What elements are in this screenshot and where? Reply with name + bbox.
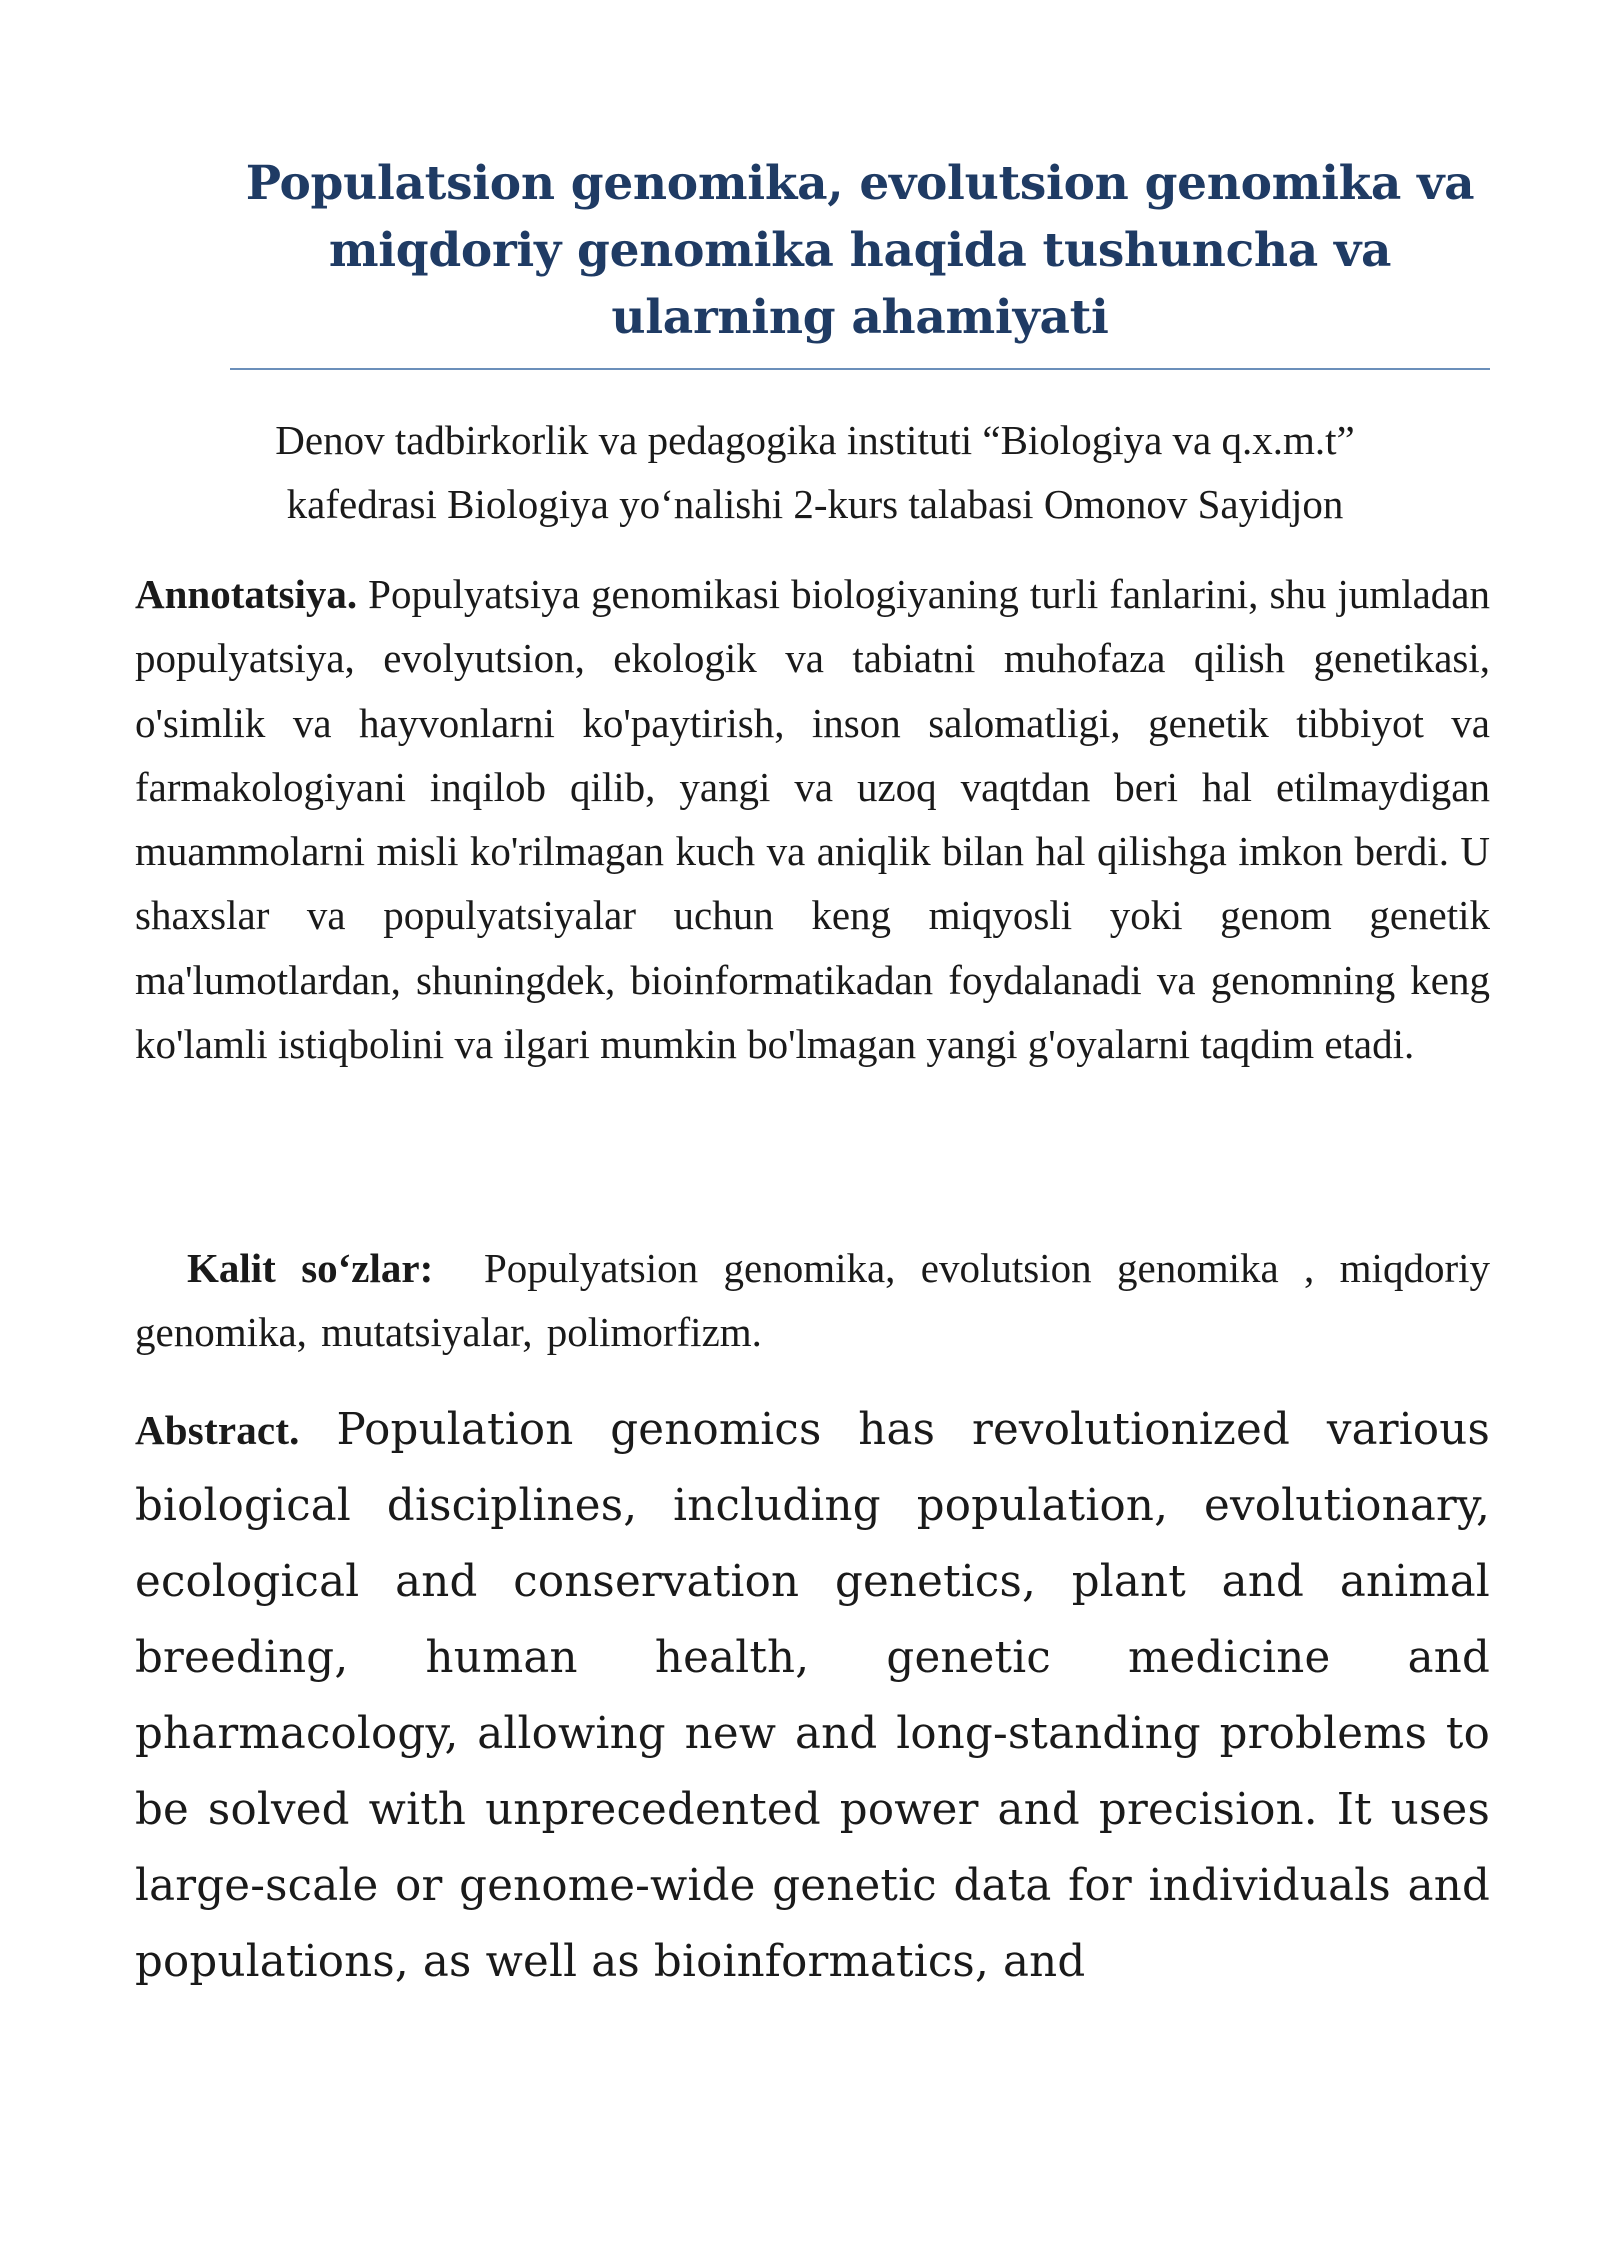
annotation-label: Annotatsiya. <box>135 571 358 617</box>
keywords-label: Kalit so‘zlar: <box>187 1245 434 1291</box>
keywords-text: Populyatsion genomika, evolutsion genomika , miqdoriy genomika, mutatsiyalar, polimorfizm. <box>135 1245 1490 1355</box>
annotation-paragraph <box>135 562 1490 1076</box>
title-divider <box>230 368 1490 370</box>
affiliation-line-2: kafedrasi Biologiya yo‘nalishi 2-kurs talabasi Omonov Sayidjon <box>286 481 1344 527</box>
abstract-paragraph <box>135 1392 1490 2000</box>
affiliation-line-1: Denov tadbirkorlik va pedagogika instituti “Biologiya va q.x.m.t” <box>275 417 1355 463</box>
annotation-text: Populyatsiya genomikasi biologiyaning turli fanlarini, shu jumladan populyatsiya, evolyutsion, ekologik va tabiatni muhofaza qilish genetikasi, o'simlik va hayvonlarni ko'paytirish, inson salomatligi, genetik tibbiyot va farmakologiyani inqilob qilib, yangi va uzoq vaqtdan beri hal etilmaydigan muammolarni misli ko'rilmagan kuch va aniqlik bilan hal qilishga imkon berdi. U shaxslar va populyatsiyalar uchun keng miqyosli yoki genom genetik ma'lumotlardan, shuningdek, bioinformatikadan foydalanadi va genomning keng ko'lamli istiqbolini va ilgari mumkin bo'lmagan yangi g'oyalarni taqdim etadi. <box>135 571 1491 1068</box>
abstract-label: Abstract. <box>135 1407 300 1453</box>
keywords-paragraph <box>135 1236 1490 1364</box>
abstract-text: Population genomics has revolutionized various biological disciplines, including population, evolutionary, ecological and conservation genetics, plant and animal breeding, human health, genetic medicine and pharmacology, allowing new and long-standing problems to be solved with unprecedented power and precision. It uses large-scale or genome-wide genetic data for individuals and populations, as well as bioinformatics, and <box>135 1405 1490 1987</box>
author-affiliation <box>140 408 1490 536</box>
title-block <box>230 150 1490 351</box>
page-title: Populatsion genomika, evolutsion genomika va miqdoriy genomika haqida tushuncha va ularning ahamiyati <box>245 156 1475 345</box>
